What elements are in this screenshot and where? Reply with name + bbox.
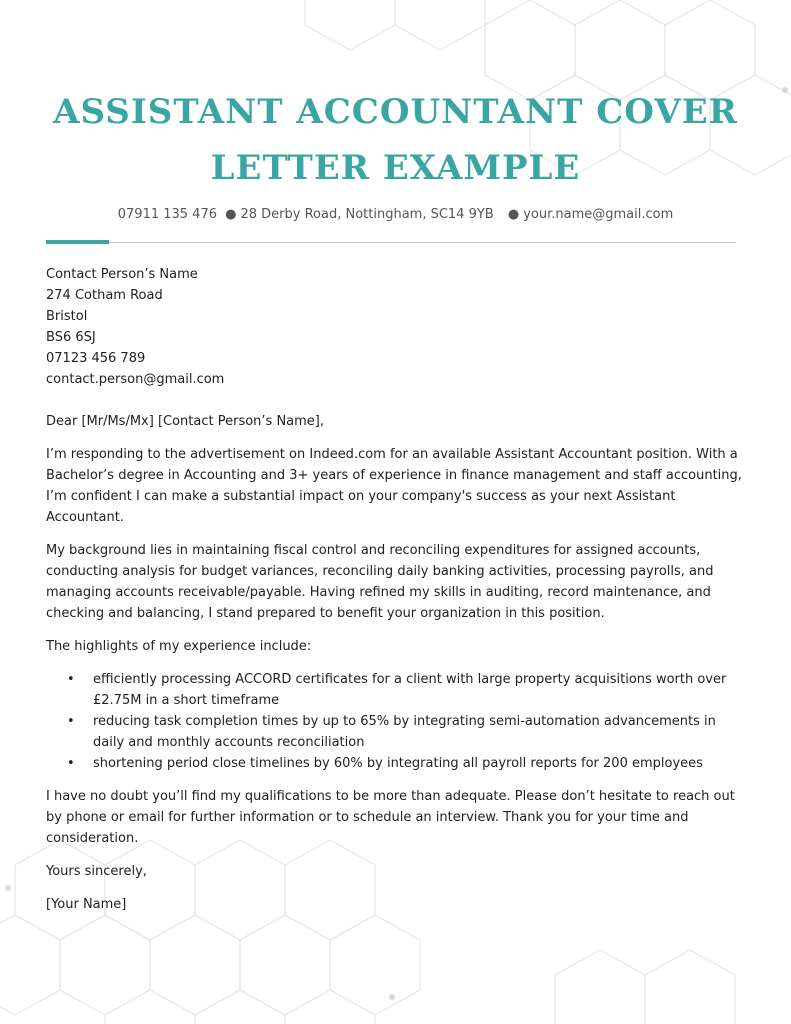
recipient-name: Contact Person’s Name xyxy=(46,267,198,282)
sender-phone: 07911 135 476 xyxy=(117,207,217,222)
bullet-icon: • xyxy=(67,714,75,729)
list-item xyxy=(46,753,746,774)
recipient-phone: 07123 456 789 xyxy=(46,351,146,366)
paragraph-closing: I have no doubt you’ll find my qualifications to be more than adequate. Please don’t hesitate to reach out by phone or email for further information or to schedule an interview. Thank you for your time and consideration. xyxy=(46,789,735,846)
highlights-list xyxy=(46,669,746,774)
separator-dot-icon: ● xyxy=(507,207,520,222)
highlight-text: reducing task completion times by up to 65% by integrating semi-automation advancements in daily and monthly accounts reconciliation xyxy=(93,714,716,750)
header-divider xyxy=(46,242,736,243)
signature: [Your Name] xyxy=(46,897,127,912)
list-item xyxy=(46,669,746,711)
recipient-city: Bristol xyxy=(46,309,88,324)
recipient-email: contact.person@gmail.com xyxy=(46,372,225,387)
recipient-street: 274 Cotham Road xyxy=(46,288,163,303)
letter-body xyxy=(46,264,746,927)
sender-email: your.name@gmail.com xyxy=(523,207,674,222)
separator-dot-icon: ● xyxy=(225,207,237,222)
salutation: Dear [Mr/Ms/Mx] [Contact Person’s Name], xyxy=(46,414,325,429)
title-line-1: ASSISTANT ACCOUNTANT COVER xyxy=(53,92,738,132)
sender-address: 28 Derby Road, Nottingham, SC14 9YB xyxy=(240,207,494,222)
highlights-intro: The highlights of my experience include: xyxy=(46,639,312,654)
recipient-block xyxy=(46,264,746,390)
bullet-icon: • xyxy=(67,672,75,687)
page-title xyxy=(30,84,761,196)
list-item xyxy=(46,711,746,753)
paragraph-background: My background lies in maintaining fiscal control and reconciling expenditures for assigned accounts, conducting analysis for budget variances, reconciling daily banking activities, processing payrolls, and managing accounts receivable/payable. Having refined my skills in auditing, record maintenance, and checking and balancing, I stand prepared to benefit your organization in this position. xyxy=(46,543,714,621)
recipient-postcode: BS6 6SJ xyxy=(46,330,96,345)
header-divider-accent xyxy=(46,240,109,244)
sign-off: Yours sincerely, xyxy=(46,864,147,879)
title-line-2: LETTER EXAMPLE xyxy=(210,148,581,188)
highlight-text: shortening period close timelines by 60% by integrating all payroll reports for 200 employees xyxy=(93,756,703,771)
sender-contact-line xyxy=(0,206,791,224)
highlight-text: efficiently processing ACCORD certificates for a client with large property acquisitions worth over £2.75M in a short timeframe xyxy=(93,672,727,708)
bullet-icon: • xyxy=(67,756,75,771)
paragraph-intro: I’m responding to the advertisement on Indeed.com for an available Assistant Accountant position. With a Bachelor’s degree in Accounting and 3+ years of experience in finance management and staff accounting, I’m confident I can make a substantial impact on your company's success as your next Assistant Accountant. xyxy=(46,447,742,525)
